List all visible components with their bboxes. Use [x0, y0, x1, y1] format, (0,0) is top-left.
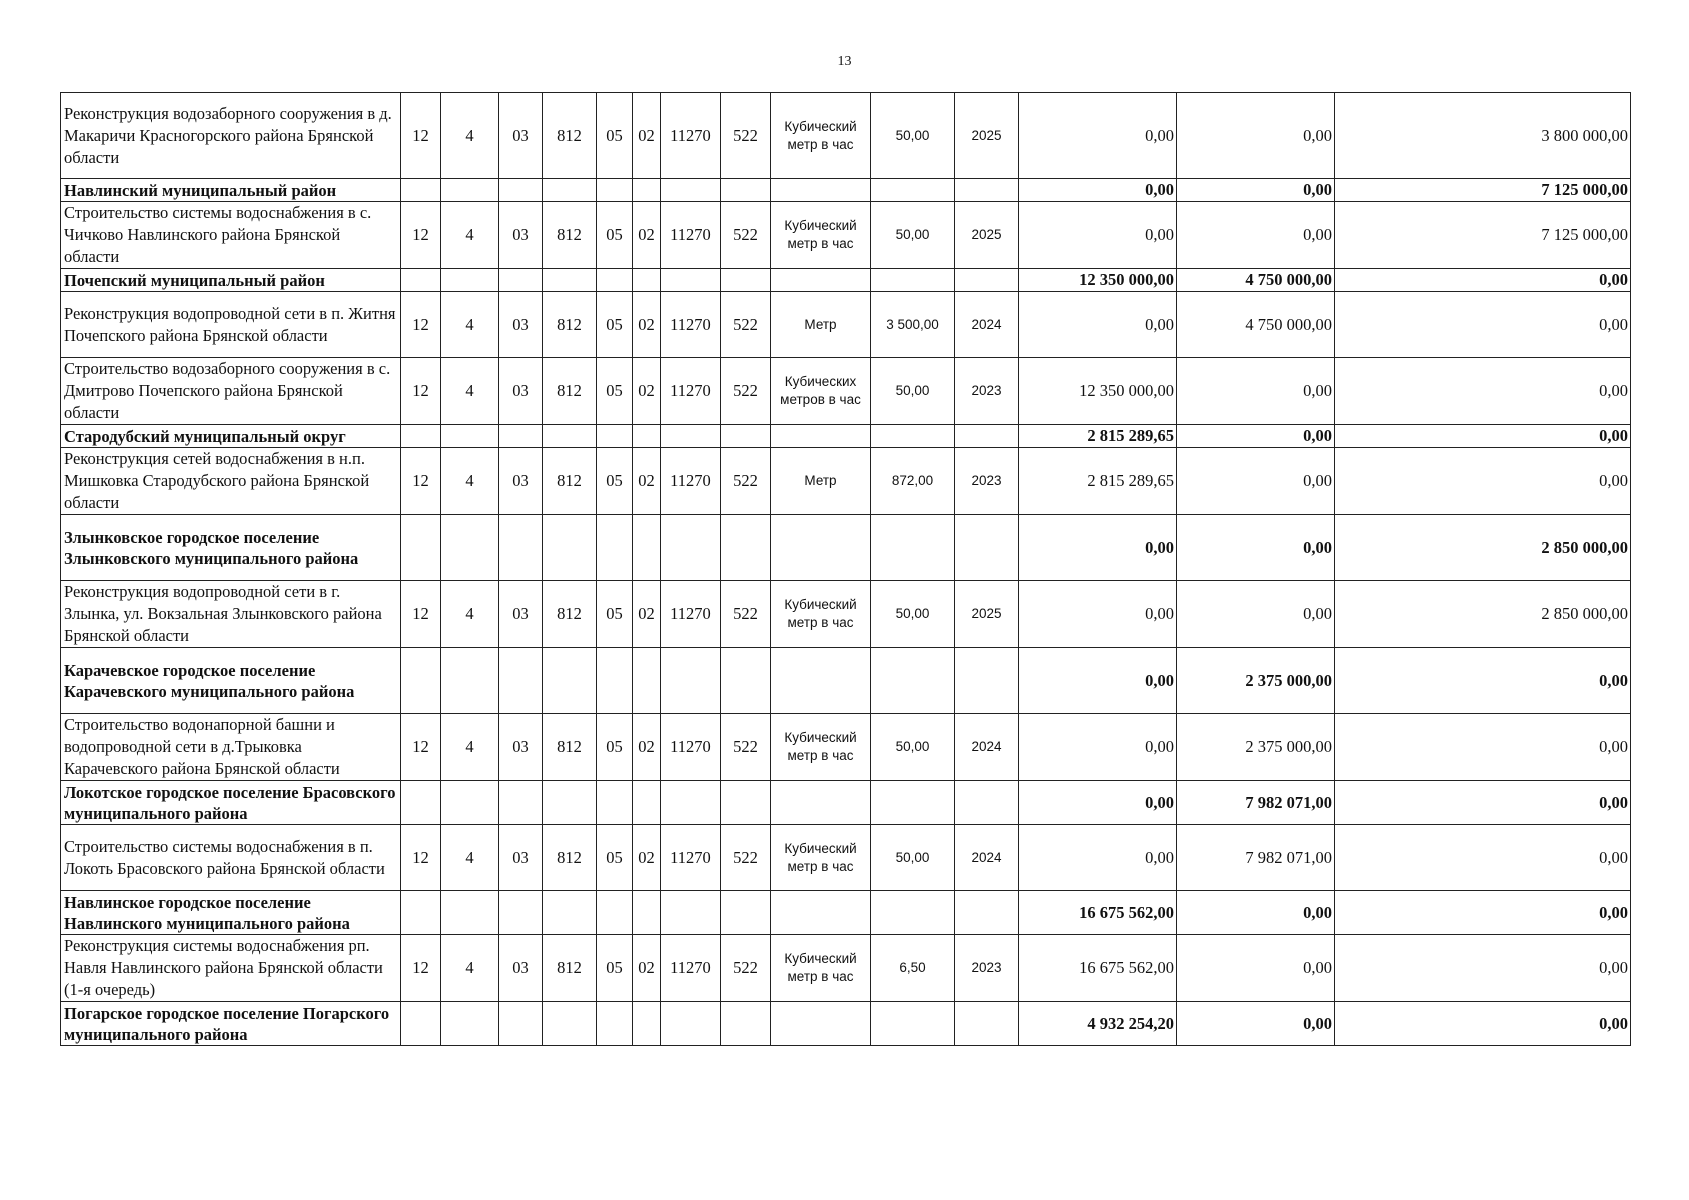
code-cell-3 — [499, 781, 543, 825]
code-cell-3: 03 — [499, 448, 543, 515]
code-cell-3: 03 — [499, 358, 543, 425]
unit-cell — [771, 1002, 871, 1046]
code-cell-4 — [543, 1002, 597, 1046]
code-cell-1 — [401, 1002, 441, 1046]
amount-cell-3: 0,00 — [1335, 935, 1631, 1002]
unit-cell — [771, 269, 871, 292]
amount-cell-3: 0,00 — [1335, 425, 1631, 448]
year-cell — [955, 1002, 1019, 1046]
year-cell — [955, 891, 1019, 935]
object-name-cell: Злынковское городское поселение Злынковского муниципального района — [61, 515, 401, 581]
year-cell: 2023 — [955, 358, 1019, 425]
unit-cell: Кубический метр в час — [771, 93, 871, 179]
code-cell-3 — [499, 269, 543, 292]
code-cell-2: 4 — [441, 714, 499, 781]
code-cell-3: 03 — [499, 825, 543, 891]
unit-cell — [771, 891, 871, 935]
code-cell-5: 05 — [597, 358, 633, 425]
project-row — [61, 581, 1631, 648]
code-cell-6 — [633, 425, 661, 448]
capacity-cell — [871, 648, 955, 714]
year-cell: 2025 — [955, 202, 1019, 269]
code-cell-5 — [597, 425, 633, 448]
amount-cell-1: 16 675 562,00 — [1019, 891, 1177, 935]
code-cell-8: 522 — [721, 714, 771, 781]
code-cell-5: 05 — [597, 714, 633, 781]
code-cell-3: 03 — [499, 581, 543, 648]
code-cell-1 — [401, 781, 441, 825]
amount-cell-2: 2 375 000,00 — [1177, 648, 1335, 714]
code-cell-1: 12 — [401, 292, 441, 358]
capacity-cell: 50,00 — [871, 714, 955, 781]
code-cell-7: 11270 — [661, 581, 721, 648]
code-cell-6 — [633, 1002, 661, 1046]
project-row — [61, 714, 1631, 781]
code-cell-4: 812 — [543, 935, 597, 1002]
amount-cell-2: 0,00 — [1177, 93, 1335, 179]
code-cell-3 — [499, 179, 543, 202]
amount-cell-2: 0,00 — [1177, 202, 1335, 269]
code-cell-6: 02 — [633, 581, 661, 648]
amount-cell-2: 4 750 000,00 — [1177, 292, 1335, 358]
capacity-cell — [871, 269, 955, 292]
capacity-cell: 6,50 — [871, 935, 955, 1002]
capacity-cell — [871, 425, 955, 448]
unit-cell: Кубический метр в час — [771, 935, 871, 1002]
year-cell: 2024 — [955, 825, 1019, 891]
code-cell-4: 812 — [543, 93, 597, 179]
object-name-cell: Навлинский муниципальный район — [61, 179, 401, 202]
amount-cell-2: 0,00 — [1177, 581, 1335, 648]
amount-cell-3: 0,00 — [1335, 825, 1631, 891]
code-cell-7 — [661, 515, 721, 581]
amount-cell-2: 0,00 — [1177, 425, 1335, 448]
capacity-cell — [871, 1002, 955, 1046]
object-name-cell: Реконструкция водозаборного сооружения в д. Макаричи Красногорского района Брянской области — [61, 93, 401, 179]
amount-cell-3: 0,00 — [1335, 1002, 1631, 1046]
code-cell-8: 522 — [721, 292, 771, 358]
group-row — [61, 781, 1631, 825]
amount-cell-2: 2 375 000,00 — [1177, 714, 1335, 781]
unit-cell: Метр — [771, 448, 871, 515]
code-cell-1: 12 — [401, 935, 441, 1002]
year-cell: 2025 — [955, 581, 1019, 648]
unit-cell — [771, 781, 871, 825]
amount-cell-1: 0,00 — [1019, 292, 1177, 358]
code-cell-8 — [721, 781, 771, 825]
code-cell-7 — [661, 781, 721, 825]
capacity-cell: 50,00 — [871, 93, 955, 179]
code-cell-5 — [597, 179, 633, 202]
code-cell-4 — [543, 648, 597, 714]
amount-cell-1: 0,00 — [1019, 202, 1177, 269]
code-cell-5 — [597, 1002, 633, 1046]
code-cell-4 — [543, 515, 597, 581]
code-cell-6 — [633, 515, 661, 581]
code-cell-4 — [543, 179, 597, 202]
code-cell-2 — [441, 425, 499, 448]
amount-cell-1: 2 815 289,65 — [1019, 425, 1177, 448]
code-cell-2 — [441, 269, 499, 292]
amount-cell-2: 0,00 — [1177, 1002, 1335, 1046]
project-row — [61, 93, 1631, 179]
code-cell-3: 03 — [499, 202, 543, 269]
amount-cell-1: 0,00 — [1019, 515, 1177, 581]
amount-cell-2: 0,00 — [1177, 935, 1335, 1002]
group-row — [61, 269, 1631, 292]
amount-cell-3: 0,00 — [1335, 358, 1631, 425]
code-cell-6: 02 — [633, 935, 661, 1002]
code-cell-7 — [661, 648, 721, 714]
code-cell-3 — [499, 515, 543, 581]
code-cell-8: 522 — [721, 935, 771, 1002]
code-cell-6: 02 — [633, 93, 661, 179]
amount-cell-1: 12 350 000,00 — [1019, 269, 1177, 292]
code-cell-5: 05 — [597, 581, 633, 648]
year-cell — [955, 648, 1019, 714]
group-row — [61, 648, 1631, 714]
capacity-cell — [871, 781, 955, 825]
amount-cell-2: 0,00 — [1177, 179, 1335, 202]
amount-cell-1: 4 932 254,20 — [1019, 1002, 1177, 1046]
code-cell-7: 11270 — [661, 825, 721, 891]
amount-cell-1: 12 350 000,00 — [1019, 358, 1177, 425]
group-row — [61, 1002, 1631, 1046]
code-cell-6 — [633, 781, 661, 825]
object-name-cell: Локотское городское поселение Брасовского муниципального района — [61, 781, 401, 825]
code-cell-7: 11270 — [661, 935, 721, 1002]
code-cell-8: 522 — [721, 825, 771, 891]
amount-cell-2: 0,00 — [1177, 891, 1335, 935]
amount-cell-1: 0,00 — [1019, 648, 1177, 714]
code-cell-1 — [401, 648, 441, 714]
code-cell-1 — [401, 269, 441, 292]
code-cell-2: 4 — [441, 358, 499, 425]
code-cell-6: 02 — [633, 714, 661, 781]
code-cell-3: 03 — [499, 935, 543, 1002]
code-cell-5 — [597, 269, 633, 292]
year-cell — [955, 179, 1019, 202]
unit-cell — [771, 425, 871, 448]
code-cell-6: 02 — [633, 202, 661, 269]
code-cell-5: 05 — [597, 202, 633, 269]
code-cell-7 — [661, 891, 721, 935]
code-cell-8: 522 — [721, 581, 771, 648]
code-cell-7 — [661, 1002, 721, 1046]
code-cell-3 — [499, 891, 543, 935]
year-cell: 2024 — [955, 714, 1019, 781]
code-cell-8 — [721, 891, 771, 935]
code-cell-3: 03 — [499, 292, 543, 358]
code-cell-4: 812 — [543, 202, 597, 269]
code-cell-1: 12 — [401, 93, 441, 179]
code-cell-1: 12 — [401, 202, 441, 269]
amount-cell-1: 2 815 289,65 — [1019, 448, 1177, 515]
code-cell-2: 4 — [441, 581, 499, 648]
object-name-cell: Карачевское городское поселение Карачевского муниципального района — [61, 648, 401, 714]
capacity-cell: 3 500,00 — [871, 292, 955, 358]
code-cell-1 — [401, 891, 441, 935]
project-row — [61, 292, 1631, 358]
amount-cell-3: 7 125 000,00 — [1335, 179, 1631, 202]
code-cell-8 — [721, 648, 771, 714]
project-row — [61, 358, 1631, 425]
code-cell-3 — [499, 425, 543, 448]
table-body — [61, 93, 1631, 1046]
amount-cell-3: 0,00 — [1335, 269, 1631, 292]
amount-cell-2: 0,00 — [1177, 358, 1335, 425]
object-name-cell: Реконструкция водопроводной сети в г. Злынка, ул. Вокзальная Злынковского района Брянской области — [61, 581, 401, 648]
code-cell-1: 12 — [401, 448, 441, 515]
object-name-cell: Погарское городское поселение Погарского муниципального района — [61, 1002, 401, 1046]
code-cell-6: 02 — [633, 448, 661, 515]
code-cell-8: 522 — [721, 448, 771, 515]
object-name-cell: Почепский муниципальный район — [61, 269, 401, 292]
object-name-cell: Строительство водонапорной башни и водопроводной сети в д.Трыковка Карачевского района Брянской области — [61, 714, 401, 781]
code-cell-6: 02 — [633, 358, 661, 425]
amount-cell-3: 0,00 — [1335, 781, 1631, 825]
amount-cell-1: 0,00 — [1019, 179, 1177, 202]
capacity-cell — [871, 179, 955, 202]
unit-cell — [771, 515, 871, 581]
code-cell-8 — [721, 515, 771, 581]
year-cell — [955, 515, 1019, 581]
code-cell-3 — [499, 1002, 543, 1046]
code-cell-5 — [597, 781, 633, 825]
code-cell-7: 11270 — [661, 292, 721, 358]
code-cell-4: 812 — [543, 292, 597, 358]
capacity-cell: 50,00 — [871, 825, 955, 891]
code-cell-7: 11270 — [661, 202, 721, 269]
amount-cell-1: 0,00 — [1019, 581, 1177, 648]
amount-cell-1: 0,00 — [1019, 825, 1177, 891]
unit-cell: Метр — [771, 292, 871, 358]
object-name-cell: Навлинское городское поселение Навлинского муниципального района — [61, 891, 401, 935]
object-name-cell: Строительство системы водоснабжения в п. Локоть Брасовского района Брянской области — [61, 825, 401, 891]
code-cell-5: 05 — [597, 935, 633, 1002]
budget-table — [60, 92, 1631, 1046]
unit-cell: Кубический метр в час — [771, 202, 871, 269]
code-cell-8 — [721, 425, 771, 448]
year-cell — [955, 425, 1019, 448]
amount-cell-1: 0,00 — [1019, 93, 1177, 179]
code-cell-5 — [597, 515, 633, 581]
amount-cell-2: 0,00 — [1177, 448, 1335, 515]
code-cell-1: 12 — [401, 581, 441, 648]
capacity-cell: 872,00 — [871, 448, 955, 515]
code-cell-2: 4 — [441, 825, 499, 891]
code-cell-1 — [401, 179, 441, 202]
year-cell: 2023 — [955, 935, 1019, 1002]
code-cell-8: 522 — [721, 93, 771, 179]
code-cell-8 — [721, 179, 771, 202]
group-row — [61, 515, 1631, 581]
code-cell-7: 11270 — [661, 93, 721, 179]
code-cell-5: 05 — [597, 292, 633, 358]
unit-cell — [771, 648, 871, 714]
amount-cell-1: 0,00 — [1019, 781, 1177, 825]
code-cell-7 — [661, 179, 721, 202]
unit-cell — [771, 179, 871, 202]
code-cell-8: 522 — [721, 358, 771, 425]
amount-cell-3: 0,00 — [1335, 891, 1631, 935]
code-cell-8: 522 — [721, 202, 771, 269]
code-cell-6 — [633, 269, 661, 292]
year-cell: 2025 — [955, 93, 1019, 179]
object-name-cell: Строительство системы водоснабжения в с. Чичково Навлинского района Брянской области — [61, 202, 401, 269]
code-cell-2: 4 — [441, 202, 499, 269]
project-row — [61, 825, 1631, 891]
code-cell-6: 02 — [633, 825, 661, 891]
code-cell-3: 03 — [499, 714, 543, 781]
group-row — [61, 891, 1631, 935]
code-cell-2: 4 — [441, 292, 499, 358]
code-cell-2 — [441, 891, 499, 935]
page-number: 13 — [837, 54, 852, 69]
amount-cell-2: 7 982 071,00 — [1177, 825, 1335, 891]
code-cell-4: 812 — [543, 358, 597, 425]
project-row — [61, 935, 1631, 1002]
code-cell-5 — [597, 648, 633, 714]
code-cell-4: 812 — [543, 714, 597, 781]
code-cell-5: 05 — [597, 825, 633, 891]
capacity-cell: 50,00 — [871, 202, 955, 269]
amount-cell-3: 0,00 — [1335, 714, 1631, 781]
amount-cell-3: 7 125 000,00 — [1335, 202, 1631, 269]
capacity-cell: 50,00 — [871, 581, 955, 648]
amount-cell-1: 0,00 — [1019, 714, 1177, 781]
code-cell-2: 4 — [441, 448, 499, 515]
capacity-cell: 50,00 — [871, 358, 955, 425]
object-name-cell: Стародубский муниципальный округ — [61, 425, 401, 448]
amount-cell-3: 0,00 — [1335, 448, 1631, 515]
unit-cell: Кубический метр в час — [771, 581, 871, 648]
group-row — [61, 179, 1631, 202]
project-row — [61, 202, 1631, 269]
code-cell-6: 02 — [633, 292, 661, 358]
code-cell-3 — [499, 648, 543, 714]
amount-cell-2: 0,00 — [1177, 515, 1335, 581]
year-cell — [955, 781, 1019, 825]
year-cell — [955, 269, 1019, 292]
group-row — [61, 425, 1631, 448]
code-cell-5 — [597, 891, 633, 935]
code-cell-1: 12 — [401, 714, 441, 781]
code-cell-6 — [633, 179, 661, 202]
object-name-cell: Строительство водозаборного сооружения в с. Дмитрово Почепского района Брянской области — [61, 358, 401, 425]
amount-cell-2: 4 750 000,00 — [1177, 269, 1335, 292]
code-cell-2 — [441, 515, 499, 581]
code-cell-1: 12 — [401, 825, 441, 891]
code-cell-1: 12 — [401, 358, 441, 425]
capacity-cell — [871, 515, 955, 581]
code-cell-4 — [543, 781, 597, 825]
code-cell-4 — [543, 891, 597, 935]
code-cell-2: 4 — [441, 93, 499, 179]
code-cell-8 — [721, 1002, 771, 1046]
code-cell-1 — [401, 425, 441, 448]
object-name-cell: Реконструкция системы водоснабжения рп. Навля Навлинского района Брянской области (1-я очередь) — [61, 935, 401, 1002]
code-cell-8 — [721, 269, 771, 292]
code-cell-4: 812 — [543, 825, 597, 891]
code-cell-1 — [401, 515, 441, 581]
code-cell-7: 11270 — [661, 358, 721, 425]
code-cell-7: 11270 — [661, 714, 721, 781]
code-cell-5: 05 — [597, 448, 633, 515]
project-row — [61, 448, 1631, 515]
code-cell-6 — [633, 648, 661, 714]
unit-cell: Кубический метр в час — [771, 825, 871, 891]
unit-cell: Кубический метр в час — [771, 714, 871, 781]
code-cell-7 — [661, 425, 721, 448]
code-cell-4 — [543, 269, 597, 292]
code-cell-4 — [543, 425, 597, 448]
amount-cell-1: 16 675 562,00 — [1019, 935, 1177, 1002]
year-cell: 2023 — [955, 448, 1019, 515]
code-cell-4: 812 — [543, 581, 597, 648]
object-name-cell: Реконструкция водопроводной сети в п. Житня Почепского района Брянской области — [61, 292, 401, 358]
code-cell-2 — [441, 1002, 499, 1046]
unit-cell: Кубических метров в час — [771, 358, 871, 425]
code-cell-2 — [441, 648, 499, 714]
code-cell-2 — [441, 179, 499, 202]
amount-cell-3: 0,00 — [1335, 648, 1631, 714]
code-cell-4: 812 — [543, 448, 597, 515]
code-cell-7: 11270 — [661, 448, 721, 515]
code-cell-2: 4 — [441, 935, 499, 1002]
capacity-cell — [871, 891, 955, 935]
code-cell-6 — [633, 891, 661, 935]
code-cell-5: 05 — [597, 93, 633, 179]
code-cell-3: 03 — [499, 93, 543, 179]
amount-cell-3: 2 850 000,00 — [1335, 515, 1631, 581]
code-cell-2 — [441, 781, 499, 825]
object-name-cell: Реконструкция сетей водоснабжения в н.п. Мишковка Стародубского района Брянской области — [61, 448, 401, 515]
year-cell: 2024 — [955, 292, 1019, 358]
amount-cell-3: 3 800 000,00 — [1335, 93, 1631, 179]
amount-cell-3: 2 850 000,00 — [1335, 581, 1631, 648]
amount-cell-2: 7 982 071,00 — [1177, 781, 1335, 825]
code-cell-7 — [661, 269, 721, 292]
amount-cell-3: 0,00 — [1335, 292, 1631, 358]
